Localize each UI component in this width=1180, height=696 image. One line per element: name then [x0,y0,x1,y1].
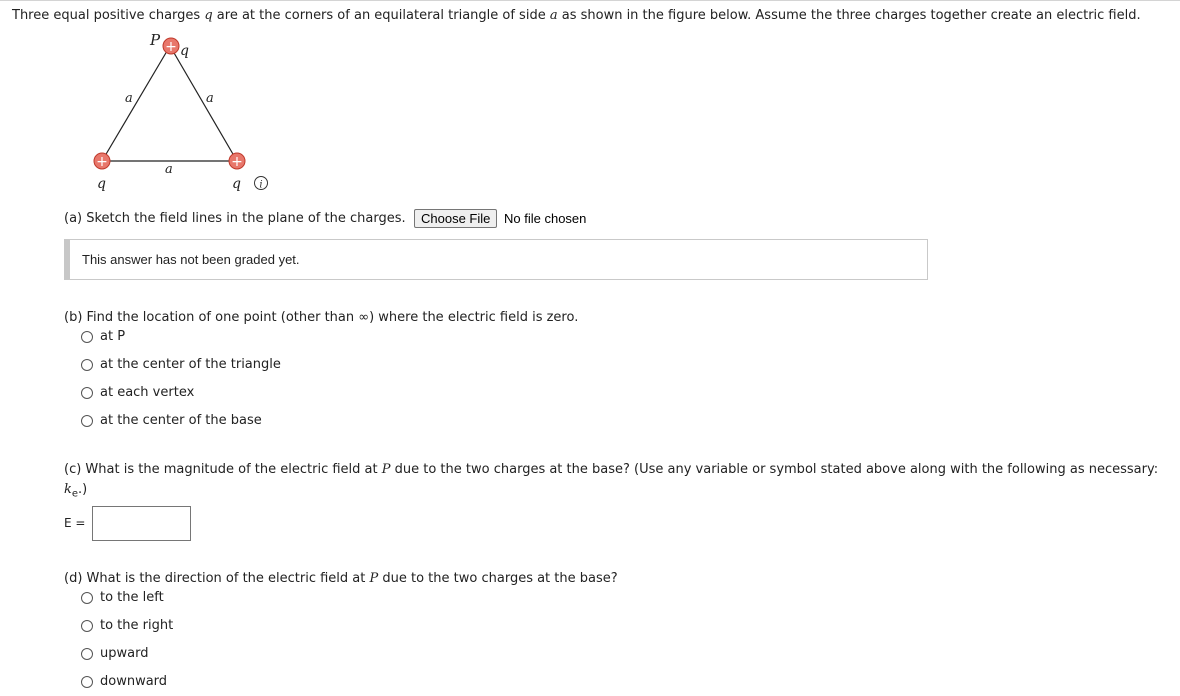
ke-subscript: e [71,488,79,500]
top-charge-label: q [180,43,189,59]
option-label: at each vertex [100,385,195,400]
option-label: at the center of the triangle [100,357,281,372]
option-label: at P [100,329,126,344]
part-a-question: (a) Sketch the field lines in the plane of the charges. [64,211,406,226]
intro-var-a: a [549,8,558,23]
ke-symbol [64,482,87,500]
choose-file-button[interactable]: Choose File [414,209,497,228]
charge-bottom-left [94,153,110,170]
charge-top [163,38,179,55]
left-charge-label: q [97,176,106,192]
part-b-option-2[interactable] [81,357,281,372]
part-d-question [64,571,618,586]
radio-button[interactable] [81,620,93,632]
side-label-base: a [165,162,173,177]
option-label: to the right [100,618,174,633]
problem-intro [12,8,1141,23]
part-d-text-1: (d) What is the direction of the electric field at [64,571,370,586]
part-d-option-1[interactable] [81,590,164,605]
part-d-option-3[interactable] [81,646,148,661]
part-d-var-p: P [369,571,379,586]
e-answer-label: E = [64,516,86,530]
part-d-option-4[interactable] [81,674,167,689]
part-c-text-2: due to the two charges at the base? (Use any variable or symbol stated above along with the following as necessary: [390,462,1159,477]
option-label: downward [100,674,168,689]
option-label: upward [100,646,149,661]
side-label-left: a [125,91,133,106]
part-c-question [64,462,1158,477]
radio-button[interactable] [81,592,93,604]
ke-k: k [64,482,72,497]
info-icon[interactable] [255,177,268,191]
right-charge-label: q [232,176,241,192]
graded-status-text: This answer has not been graded yet. [82,252,300,267]
intro-text-2: are at the corners of an equilateral triangle of side [212,8,550,23]
top-divider [0,0,1180,1]
triangle-side-left [102,46,170,161]
point-p-label: P [150,31,161,49]
triangle-figure [80,30,280,195]
part-b-option-4[interactable] [81,413,262,428]
intro-text-3: as shown in the figure below. Assume the three charges together create an electric field. [557,8,1141,23]
radio-button[interactable] [81,415,93,427]
radio-button[interactable] [81,359,93,371]
part-b-option-3[interactable] [81,385,194,400]
part-b-option-1[interactable] [81,329,125,344]
charge-bottom-right [229,153,245,170]
part-d-option-2[interactable] [81,618,173,633]
triangle-side-right [170,46,237,161]
part-c-var-p: P [381,462,391,477]
intro-text-1: Three equal positive charges [12,8,205,23]
info-icon-glyph: i [259,179,263,191]
intro-var-q: q [204,8,213,23]
option-label: to the left [100,590,164,605]
charge-bottom-left-sign: + [96,154,108,170]
e-answer-input[interactable] [92,506,191,541]
part-b-question: (b) Find the location of one point (other than ∞) where the electric field is zero. [64,310,579,325]
part-d-text-2: due to the two charges at the base? [378,571,618,586]
ke-tail: .) [78,482,88,497]
side-label-right: a [206,91,214,106]
no-file-status: No file chosen [504,211,587,226]
radio-button[interactable] [81,676,93,688]
charge-bottom-right-sign: + [231,154,243,170]
graded-status-box [64,239,928,280]
charge-top-sign: + [165,39,177,55]
radio-button[interactable] [81,648,93,660]
part-c-text-1: (c) What is the magnitude of the electric field at [64,462,382,477]
option-label: at the center of the base [100,413,262,428]
radio-button[interactable] [81,331,93,343]
radio-button[interactable] [81,387,93,399]
